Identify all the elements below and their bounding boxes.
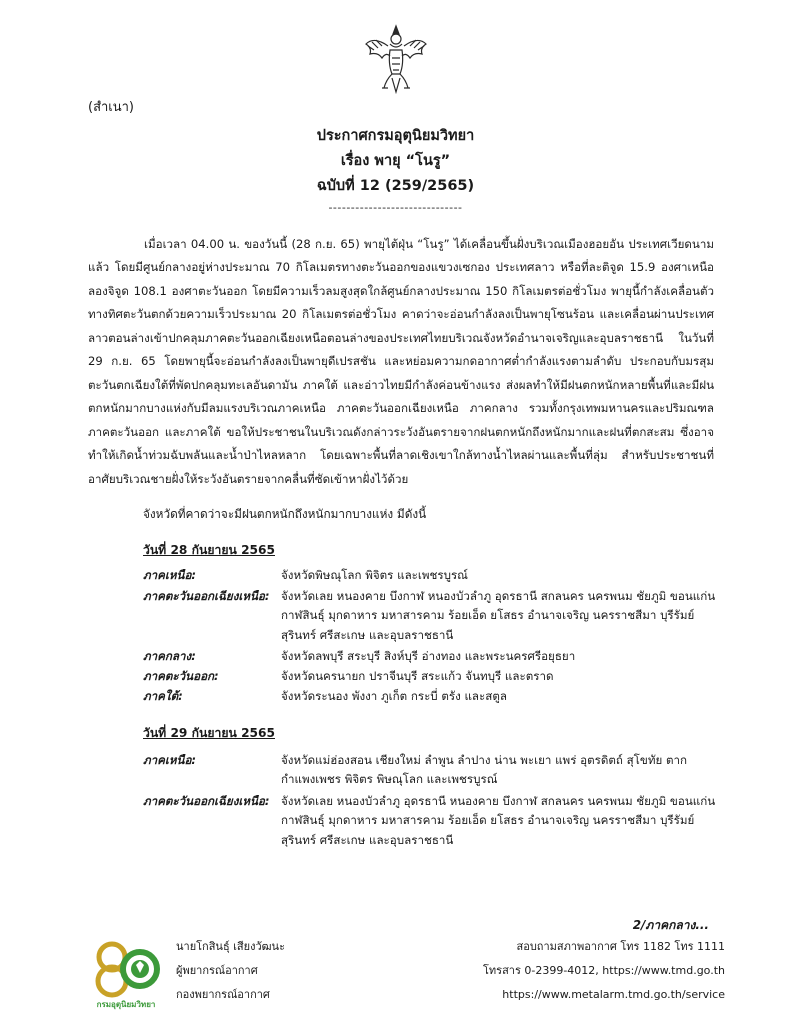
region-name: ภาคเหนือ: [143,753,197,767]
region-provinces: จังหวัดเลย หนองคาย บึงกาฬ หนองบัวลำภู อุดรธานี สกลนคร นครพนม ชัยภูมิ ขอนแก่น กาฬสินธุ์ มุกดาหาร มหาสารคาม ร้อยเอ็ด ยโสธร อำนาจเจริญ นครราชสีมา บุรีรัมย์ สุรินทร์ ศรีสะเกษ และอุบลราชธานี [281,589,716,642]
announcement-subject: เรื่อง พายุ “โนรู” [340,153,451,169]
region-provinces: จังหวัดพิษณุโลก พิจิตร และเพชรบูรณ์ [281,568,468,582]
garuda-emblem-icon [362,22,430,94]
announcement-issue: ฉบับที่ 12 (259/2565) [316,178,475,194]
region-row [143,667,723,687]
region-provinces: จังหวัดระนอง พังงา ภูเก็ต กระบี่ ตรัง และสตูล [281,689,507,703]
title-block [0,124,791,217]
province-intro: จังหวัดที่คาดว่าจะมีฝนตกหนักถึงหนักมากบางแห่ง มีดังนี้ [143,507,427,521]
forecast-division: กองพยากรณ์อากาศ [176,988,270,1001]
region-name: ภาคตะวันออกเฉียงเหนือ: [143,589,270,603]
region-row [143,587,723,647]
forecaster-title: ผู้พยากรณ์อากาศ [176,964,258,977]
region-name: ภาคกลาง: [143,649,196,663]
region-provinces: จังหวัดนครนายก ปราจีนบุรี สระแก้ว จันทบุรี และตราด [281,669,554,683]
forecaster-block [176,935,285,1007]
body-paragraph-text: เมื่อเวลา 04.00 น. ของวันนี้ (28 ก.ย. 65) พายุไต้ฝุ่น “โนรู” ได้เคลื่อนขึ้นฝั่งบริเวณเมืองฮอยอัน ประเทศเวียดนามแล้ว โดยมีศูนย์กลางอยู่ห่างประมาณ 70 กิโลเมตรทางตะวันออกของแขวงเซกอง ประเทศลาว หรือที่ละติจูด 15.9 องศาเหนือ ลองจิจูด 108.1 องศาตะวันออก โดยมีความเร็วลมสูงสุดใกล้ศูนย์กลางประมาณ 150 กิโลเมตรต่อชั่วโมง พายุนี้กำลังเคลื่อนตัวทางทิศตะวันตกด้วยความเร็วประมาณ 20 กิโลเมตรต่อชั่วโมง คาดว่าจะอ่อนกำลังลงเป็นพายุโซนร้อน และเคลื่อนผ่านประเทศลาวตอนล่างเข้าปกคลุมภาคตะวันออกเฉียงเหนือตอนล่างของประเทศไทยบริเวณจังหวัดอำนาจเจริญและอุบลราชธานี ในวันที่ 29 ก.ย. 65 โดยพายุนี้จะอ่อนกำลังลงเป็นพายุดีเปรสชัน และหย่อมความกดอากาศต่ำกำลังแรงตามลำดับ ประกอบกับมรสุมตะวันตกเฉียงใต้ที่พัดปกคลุมทะเลอันดามัน ภาคใต้ และอ่าวไทยมีกำลังค่อนข้างแรง ส่งผลทำให้มีฝนตกหนักหลายพื้นที่และมีฝนตกหนักมากบางแห่งกับมีลมแรงบริเวณภาคเหนือ ภาคตะวันออกเฉียงเหนือ ภาคกลาง รวมทั้งกรุงเทพมหานครและปริมณฑล ภาคตะวันออก และภาคใต้ ขอให้ประชาชนในบริเวณดังกล่าวระวังอันตรายจากฝนตกหนักถึงหนักมากและฝนที่ตกสะสม ซึ่งอาจทำให้เกิดน้ำท่วมฉับพลันและน้ำป่าไหลหลาก โดยเฉพาะพื้นที่ลาดเชิงเขาใกล้ทางน้ำไหลผ่านและพื้นที่ลุ่ม สำหรับประชาชนที่อาศัยบริเวณชายฝั่งให้ระวังอันตรายจากคลื่นที่ซัดเข้าหาฝั่งไว้ด้วย [88,237,714,486]
region-row [143,792,723,852]
region-row [143,566,723,586]
continuation-note: 2/ภาคกลาง... [632,918,709,932]
tmd-80th-anniversary-logo [92,935,160,1015]
region-name: ภาคตะวันออกเฉียงเหนือ: [143,794,270,808]
region-row [143,647,723,667]
title-divider: ------------------------------ [328,201,463,214]
region-row [143,751,723,791]
contact-block [483,935,725,1007]
logo-text: กรมอุตุนิยมวิทยา [96,1000,156,1009]
day-heading: วันที่ 28 กันยายน 2565 [143,543,275,557]
announcement-title: ประกาศกรมอุตุนิยมวิทยา [316,128,475,144]
region-name: ภาคตะวันออก: [143,669,219,683]
region-provinces: จังหวัดแม่ฮ่องสอน เชียงใหม่ ลำพูน ลำปาง น่าน พะเยา แพร่ อุตรดิตถ์ สุโขทัย ตาก กำแพงเพชร พิจิตร พิษณุโลก และเพชรบูรณ์ [281,753,688,787]
contact-phone: สอบถามสภาพอากาศ โทร 1182 โทร 1111 [516,940,725,953]
region-provinces: จังหวัดเลย หนองบัวลำภู อุดรธานี หนองคาย บึงกาฬ สกลนคร นครพนม ชัยภูมิ ขอนแก่น กาฬสินธุ์ มุกดาหาร มหาสารคาม ร้อยเอ็ด ยโสธร อำนาจเจริญ นครราชสีมา บุรีรัมย์ สุรินทร์ ศรีสะเกษ และอุบลราชธานี [281,794,716,847]
copy-label: (สำเนา) [88,100,135,115]
contact-fax: โทรสาร 0-2399-4012, https://www.tmd.go.th [483,964,725,977]
region-provinces: จังหวัดลพบุรี สระบุรี สิงห์บุรี อ่างทอง และพระนครศรีอยุธยา [281,649,576,663]
region-name: ภาคใต้: [143,689,183,703]
forecaster-name: นายโกสินธุ์ เสียงวัฒนะ [176,940,285,953]
region-name: ภาคเหนือ: [143,568,197,582]
day-heading: วันที่ 29 กันยายน 2565 [143,726,275,740]
body-paragraph [88,233,714,491]
contact-url[interactable]: https://www.metalarm.tmd.go.th/service [502,988,725,1001]
region-row [143,687,723,707]
